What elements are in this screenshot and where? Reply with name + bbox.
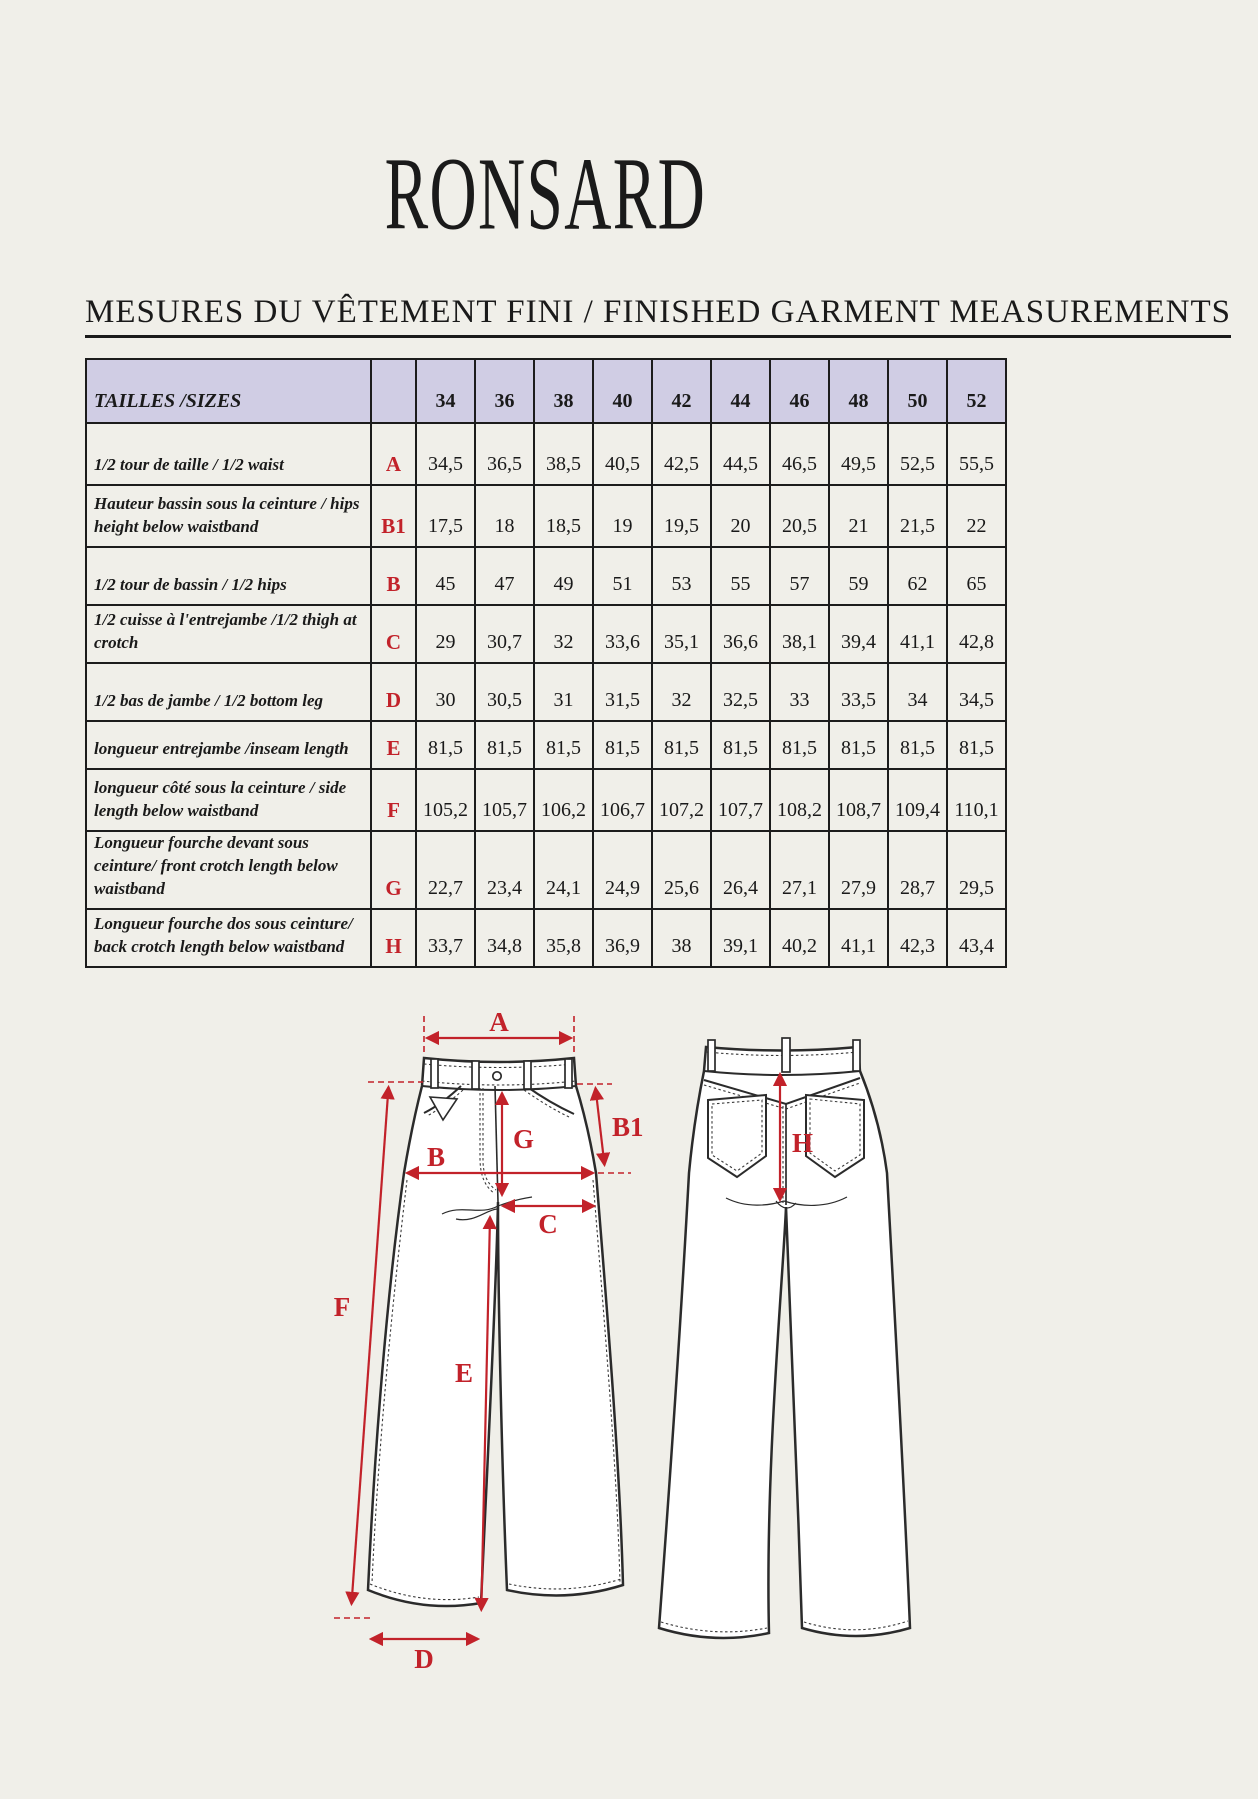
measurement-value: 22 bbox=[947, 485, 1006, 547]
row-letter: D bbox=[371, 663, 416, 721]
measurement-value: 49 bbox=[534, 547, 593, 605]
measurement-value: 59 bbox=[829, 547, 888, 605]
row-letter: B1 bbox=[371, 485, 416, 547]
diagram-label-F: F bbox=[333, 1292, 351, 1322]
measurement-value: 31,5 bbox=[593, 663, 652, 721]
measurement-value: 105,2 bbox=[416, 769, 475, 831]
table-row bbox=[86, 663, 1006, 721]
diagram-label-E: E bbox=[454, 1358, 473, 1388]
brand-title-wrap bbox=[85, 135, 1005, 252]
front-pants-outline bbox=[368, 1058, 623, 1606]
row-letter: C bbox=[371, 605, 416, 663]
row-label: 1/2 bas de jambe / 1/2 bottom leg bbox=[86, 663, 371, 721]
table-body bbox=[86, 423, 1006, 967]
diagram-label-C: C bbox=[538, 1209, 558, 1239]
measurement-value: 42,8 bbox=[947, 605, 1006, 663]
measurement-value: 34 bbox=[888, 663, 947, 721]
pants-technical-drawing bbox=[290, 1000, 970, 1710]
measurement-value: 55,5 bbox=[947, 423, 1006, 485]
size-column-header: 40 bbox=[593, 359, 652, 423]
measurement-value: 43,4 bbox=[947, 909, 1006, 967]
row-label: Longueur fourche devant sous ceinture/ front crotch length below waistband bbox=[86, 831, 371, 909]
row-label: longueur entrejambe /inseam length bbox=[86, 721, 371, 769]
size-column-header: 46 bbox=[770, 359, 829, 423]
table-header-row bbox=[86, 359, 1006, 423]
measurement-value: 33,7 bbox=[416, 909, 475, 967]
measurement-value: 32 bbox=[652, 663, 711, 721]
row-letter: B bbox=[371, 547, 416, 605]
measurement-value: 108,7 bbox=[829, 769, 888, 831]
table-row bbox=[86, 485, 1006, 547]
diagram-label-B: B bbox=[426, 1142, 446, 1172]
measurement-value: 81,5 bbox=[593, 721, 652, 769]
measurement-value: 34,8 bbox=[475, 909, 534, 967]
diagram-label-G: G bbox=[513, 1124, 535, 1154]
table-row bbox=[86, 547, 1006, 605]
measurement-value: 109,4 bbox=[888, 769, 947, 831]
measurement-value: 25,6 bbox=[652, 831, 711, 909]
measurement-value: 30 bbox=[416, 663, 475, 721]
diagram-label-D: D bbox=[414, 1644, 434, 1674]
measurement-value: 41,1 bbox=[888, 605, 947, 663]
row-label: Longueur fourche dos sous ceinture/ back crotch length below waistband bbox=[86, 909, 371, 967]
measurement-value: 28,7 bbox=[888, 831, 947, 909]
measurement-value: 110,1 bbox=[947, 769, 1006, 831]
measurement-value: 33,5 bbox=[829, 663, 888, 721]
diagram-label-B1: B1 bbox=[612, 1112, 644, 1142]
measurement-value: 108,2 bbox=[770, 769, 829, 831]
measurement-value: 81,5 bbox=[888, 721, 947, 769]
measurement-value: 40,5 bbox=[593, 423, 652, 485]
row-label: 1/2 cuisse à l'entrejambe /1/2 thigh at crotch bbox=[86, 605, 371, 663]
measurement-value: 29 bbox=[416, 605, 475, 663]
measurement-value: 20 bbox=[711, 485, 770, 547]
measurement-value: 24,1 bbox=[534, 831, 593, 909]
row-label: 1/2 tour de taille / 1/2 waist bbox=[86, 423, 371, 485]
measurement-value: 17,5 bbox=[416, 485, 475, 547]
table-row bbox=[86, 605, 1006, 663]
subtitle-wrap bbox=[85, 294, 1231, 338]
measurement-value: 81,5 bbox=[416, 721, 475, 769]
back-view bbox=[659, 1038, 910, 1638]
diagram-label-A: A bbox=[489, 1007, 509, 1037]
size-column-header: 48 bbox=[829, 359, 888, 423]
table-row bbox=[86, 769, 1006, 831]
measurement-value: 47 bbox=[475, 547, 534, 605]
measurement-value: 44,5 bbox=[711, 423, 770, 485]
measurement-value: 20,5 bbox=[770, 485, 829, 547]
measurement-value: 23,4 bbox=[475, 831, 534, 909]
back-pants-outline bbox=[659, 1047, 910, 1638]
measurement-value: 35,8 bbox=[534, 909, 593, 967]
measurement-value: 39,4 bbox=[829, 605, 888, 663]
measurement-value: 21,5 bbox=[888, 485, 947, 547]
row-letter: F bbox=[371, 769, 416, 831]
measurement-value: 27,1 bbox=[770, 831, 829, 909]
row-letter: A bbox=[371, 423, 416, 485]
measurement-value: 81,5 bbox=[947, 721, 1006, 769]
arrow-D bbox=[371, 1639, 478, 1674]
page-subtitle: MESURES DU VÊTEMENT FINI / FINISHED GARMENT MEASUREMENTS bbox=[85, 294, 1231, 338]
row-label: 1/2 tour de bassin / 1/2 hips bbox=[86, 547, 371, 605]
measurement-value: 65 bbox=[947, 547, 1006, 605]
measurement-value: 38,1 bbox=[770, 605, 829, 663]
measurement-value: 19 bbox=[593, 485, 652, 547]
measurement-value: 107,2 bbox=[652, 769, 711, 831]
diagram-label-H: H bbox=[792, 1128, 814, 1158]
measurement-value: 51 bbox=[593, 547, 652, 605]
table-row bbox=[86, 423, 1006, 485]
measurement-value: 81,5 bbox=[534, 721, 593, 769]
row-letter: E bbox=[371, 721, 416, 769]
measurement-value: 106,2 bbox=[534, 769, 593, 831]
measurement-value: 36,5 bbox=[475, 423, 534, 485]
table-row bbox=[86, 831, 1006, 909]
size-column-header: 42 bbox=[652, 359, 711, 423]
measurement-table bbox=[85, 358, 1007, 968]
size-column-header: 50 bbox=[888, 359, 947, 423]
measurement-value: 29,5 bbox=[947, 831, 1006, 909]
measurement-value: 21 bbox=[829, 485, 888, 547]
measurement-value: 27,9 bbox=[829, 831, 888, 909]
measurement-value: 39,1 bbox=[711, 909, 770, 967]
measurement-value: 34,5 bbox=[416, 423, 475, 485]
measurement-value: 33,6 bbox=[593, 605, 652, 663]
measurement-value: 81,5 bbox=[829, 721, 888, 769]
measurement-value: 22,7 bbox=[416, 831, 475, 909]
measurement-value: 38 bbox=[652, 909, 711, 967]
measurement-value: 107,7 bbox=[711, 769, 770, 831]
measurement-value: 34,5 bbox=[947, 663, 1006, 721]
table-row bbox=[86, 721, 1006, 769]
measurement-value: 26,4 bbox=[711, 831, 770, 909]
measurement-value: 62 bbox=[888, 547, 947, 605]
measurement-value: 18 bbox=[475, 485, 534, 547]
measurement-value: 41,1 bbox=[829, 909, 888, 967]
measurement-value: 53 bbox=[652, 547, 711, 605]
measurement-value: 105,7 bbox=[475, 769, 534, 831]
measurement-value: 49,5 bbox=[829, 423, 888, 485]
measurement-value: 45 bbox=[416, 547, 475, 605]
size-column-header: 44 bbox=[711, 359, 770, 423]
page-title: RONSARD bbox=[384, 135, 706, 252]
measurement-value: 19,5 bbox=[652, 485, 711, 547]
measurement-value: 32 bbox=[534, 605, 593, 663]
table-row bbox=[86, 909, 1006, 967]
row-label: Hauteur bassin sous la ceinture / hips height below waistband bbox=[86, 485, 371, 547]
measurement-value: 36,9 bbox=[593, 909, 652, 967]
measurement-value: 32,5 bbox=[711, 663, 770, 721]
size-column-header: 38 bbox=[534, 359, 593, 423]
size-column-header: 52 bbox=[947, 359, 1006, 423]
measurement-value: 36,6 bbox=[711, 605, 770, 663]
measurement-value: 57 bbox=[770, 547, 829, 605]
measurement-value: 81,5 bbox=[770, 721, 829, 769]
measurement-value: 81,5 bbox=[652, 721, 711, 769]
measurement-value: 31 bbox=[534, 663, 593, 721]
front-view bbox=[368, 1058, 623, 1606]
measurement-value: 35,1 bbox=[652, 605, 711, 663]
row-letter: H bbox=[371, 909, 416, 967]
measurement-value: 33 bbox=[770, 663, 829, 721]
arrow-A bbox=[424, 1007, 574, 1056]
measurement-value: 106,7 bbox=[593, 769, 652, 831]
measurement-value: 30,7 bbox=[475, 605, 534, 663]
row-label: longueur côté sous la ceinture / side length below waistband bbox=[86, 769, 371, 831]
size-column-header: 36 bbox=[475, 359, 534, 423]
row-letter: G bbox=[371, 831, 416, 909]
measurement-value: 52,5 bbox=[888, 423, 947, 485]
waistband-button bbox=[493, 1072, 501, 1080]
measurement-value: 40,2 bbox=[770, 909, 829, 967]
measurement-value: 55 bbox=[711, 547, 770, 605]
measurement-value: 81,5 bbox=[711, 721, 770, 769]
measurement-value: 42,3 bbox=[888, 909, 947, 967]
measurement-value: 38,5 bbox=[534, 423, 593, 485]
size-column-header: 34 bbox=[416, 359, 475, 423]
measurement-value: 81,5 bbox=[475, 721, 534, 769]
measurement-value: 30,5 bbox=[475, 663, 534, 721]
letter-column-header bbox=[371, 359, 416, 423]
measurement-value: 46,5 bbox=[770, 423, 829, 485]
measurement-value: 18,5 bbox=[534, 485, 593, 547]
sizes-header-label: TAILLES /SIZES bbox=[86, 359, 371, 423]
measurement-value: 42,5 bbox=[652, 423, 711, 485]
measurement-value: 24,9 bbox=[593, 831, 652, 909]
